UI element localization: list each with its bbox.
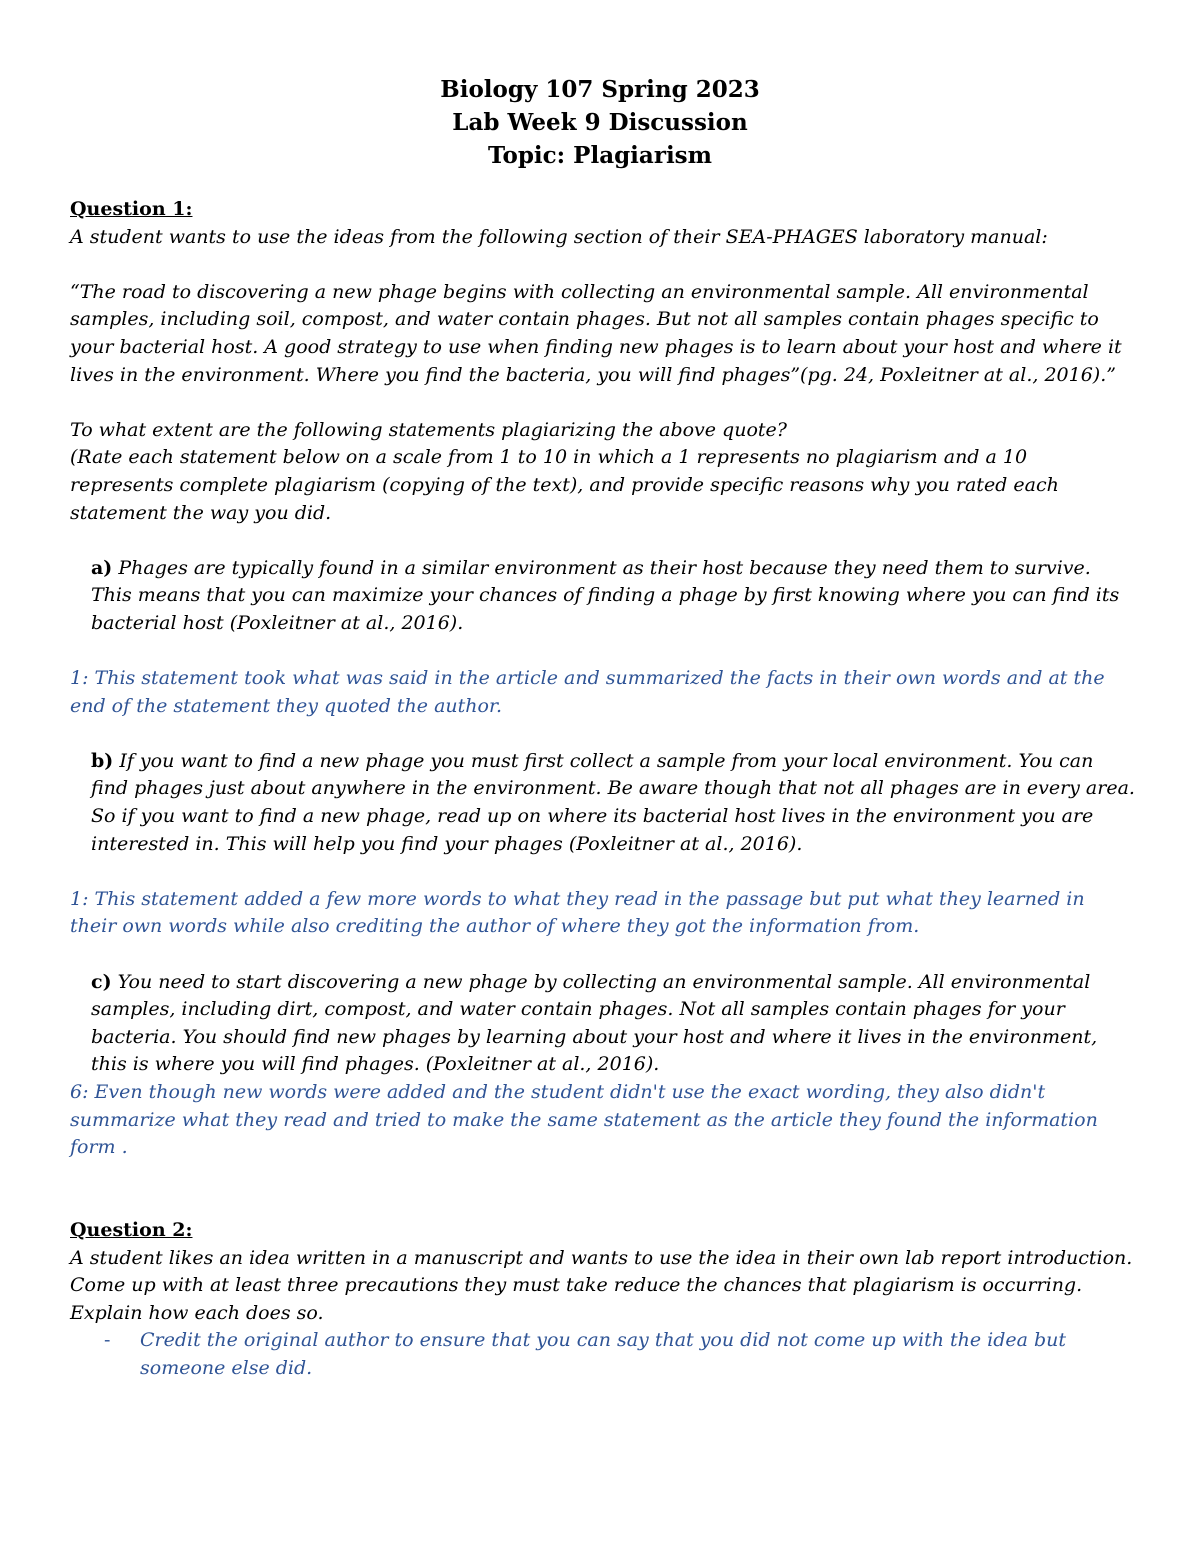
answer-bullet-item [70, 1327, 1135, 1382]
document-body [70, 196, 1135, 1383]
question-1-prompt: To what extent are the following statements plagiarizing the above quote? [70, 418, 787, 441]
statement-a [70, 555, 1135, 638]
question-2-heading: Question 2: [70, 1218, 193, 1241]
question-1-instructions: (Rate each statement below on a scale from 1 to 10 in which a 1 represents no plagiarism and a 10 represents complete plagiarism (copying of the text), and provide specific reasons why you rated each statement the way you did. [70, 446, 1059, 524]
statement-b-label: b) [91, 749, 114, 772]
topic-title: Topic: Plagiarism [488, 142, 712, 169]
question-1-intro: A student wants to use the ideas from the following section of their SEA-PHAGES laboratory manual: [70, 225, 1048, 248]
statement-c-label: c) [91, 970, 112, 993]
statement-a-label: a) [91, 556, 113, 579]
bullet-dash: - [104, 1329, 111, 1352]
answer-a: 1: This statement took what was said in the article and summarized the facts in their own words and at the end of the statement they quoted the author. [70, 667, 1105, 717]
question-2-prompt: A student likes an idea written in a manuscript and wants to use the idea in their own lab report introduction. Come up with at least three precautions they must take reduce the chances that plagiarism is occurring. Explain how each does so. [70, 1246, 1133, 1324]
statement-b [70, 748, 1135, 858]
statement-c [70, 969, 1135, 1079]
answer-bullet-text: Credit the original author to ensure that you can say that you did not come up with the idea but someone else did. [140, 1329, 1067, 1379]
course-title: Biology 107 Spring 2023 [440, 76, 760, 103]
statement-b-text: If you want to find a new phage you must first collect a sample from your local environment. You can find phages just about anywhere in the environment. Be aware though that not all phages are in every area. So if you want to find a new phage, read up on where its bacterial host lives in the environment you are interested in. This will help you find your phages (Poxleitner at al., 2016). [91, 749, 1135, 855]
statement-a-text: Phages are typically found in a similar environment as their host because they need them to survive. This means that you can maximize your chances of finding a phage by first knowing where you can find its bacterial host (Poxleitner at al., 2016). [91, 556, 1120, 634]
answer-b: 1: This statement added a few more words to what they read in the passage but put what they learned in their own words while also crediting the author of where they got the information from. [70, 887, 1085, 938]
question-1-heading: Question 1: [70, 198, 193, 220]
document-header [0, 73, 1200, 172]
answer-c: 6: Even though new words were added and the student didn't use the exact wording, they also didn't summarize what they read and tried to make the same statement as the article they found the information form . [70, 1081, 1098, 1159]
lab-week-title: Lab Week 9 Discussion [452, 109, 748, 136]
manual-quote: “The road to discovering a new phage begins with collecting an environmental sample. All environmental samples, including soil, compost, and water contain phages. But not all samples contain phages specific to your bacterial host. A good strategy to use when finding new phages is to learn about your host and where it lives in the environment. Where you find the bacteria, you will find phages”(pg. 24, Poxleitner at al., 2016).” [70, 280, 1122, 386]
statement-c-text: You need to start discovering a new phage by collecting an environmental sample. All environmental samples, including dirt, compost, and water contain phages. Not all samples contain phages for your bacteria. You should find new phages by learning about your host and where it lives in the environment, this is where you will find phages. (Poxleitner at al., 2016). [91, 970, 1098, 1076]
